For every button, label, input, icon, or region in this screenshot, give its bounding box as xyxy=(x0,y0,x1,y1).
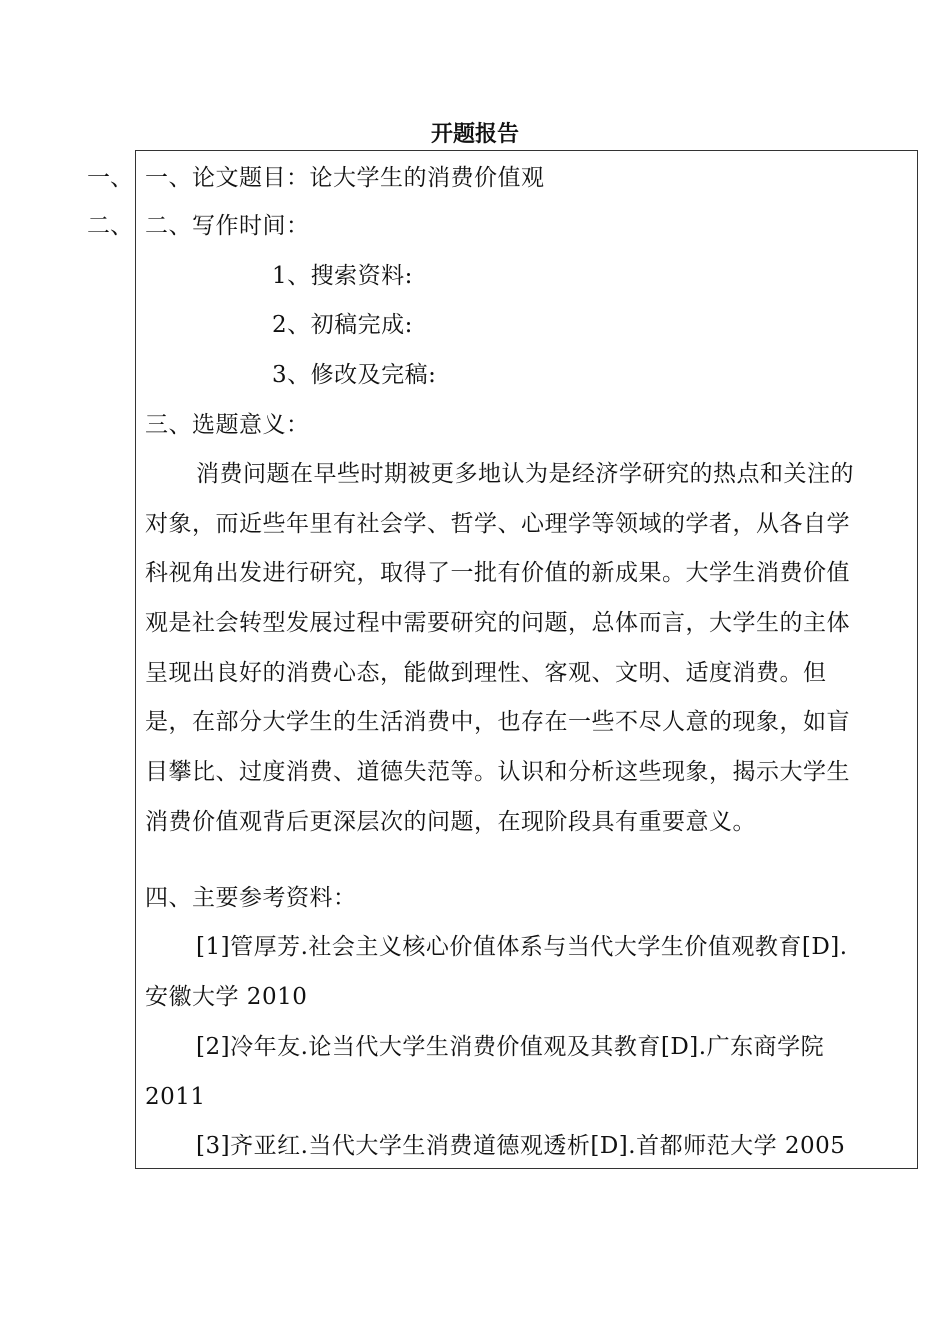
significance-line: 是，在部分大学生的生活消费中，也存在一些不尽人意的现象，如盲 xyxy=(145,709,850,735)
significance-line: 呈现出良好的消费心态，能做到理性、客观、文明、适度消费。但 xyxy=(145,660,827,686)
reference-line: [1]管厚芳.社会主义核心价值体系与当代大学生价值观教育[D]. xyxy=(196,934,848,960)
reference-line: [3]齐亚红.当代大学生消费道德观透析[D].首都师范大学 2005 xyxy=(196,1133,846,1159)
reference-line: 2011 xyxy=(145,1084,206,1110)
reference-line: [2]冷年友.论当代大学生消费价值观及其教育[D].广东商学院 xyxy=(196,1034,825,1060)
significance-heading: 三、选题意义： xyxy=(145,412,310,438)
schedule-item: 1、搜索资料: xyxy=(272,263,413,289)
reference-line: 安徽大学 2010 xyxy=(145,984,308,1010)
significance-line: 对象，而近些年里有社会学、哲学、心理学等领域的学者，从各自学 xyxy=(145,511,850,537)
significance-line: 观是社会转型发展过程中需要研究的问题，总体而言，大学生的主体 xyxy=(145,610,850,636)
margin-mark-2: 二、 xyxy=(87,213,133,239)
margin-mark-1: 一、 xyxy=(87,165,133,191)
page-title: 开题报告 xyxy=(430,122,519,147)
significance-line: 科视角出发进行研究，取得了一批有价值的新成果。大学生消费价值 xyxy=(145,560,850,586)
significance-line: 消费问题在早些时期被更多地认为是经济学研究的热点和关注的 xyxy=(196,461,854,487)
references-heading: 四、主要参考资料： xyxy=(145,885,357,911)
topic-line: 一、论文题目：论大学生的消费价值观 xyxy=(145,165,545,191)
schedule-item: 3、修改及完稿: xyxy=(272,362,437,388)
schedule-heading: 二、写作时间： xyxy=(145,213,310,239)
schedule-item: 2、初稿完成: xyxy=(272,312,413,338)
significance-line: 消费价值观背后更深层次的问题，在现阶段具有重要意义。 xyxy=(145,809,756,835)
significance-line: 目攀比、过度消费、道德失范等。认识和分析这些现象，揭示大学生 xyxy=(145,759,850,785)
